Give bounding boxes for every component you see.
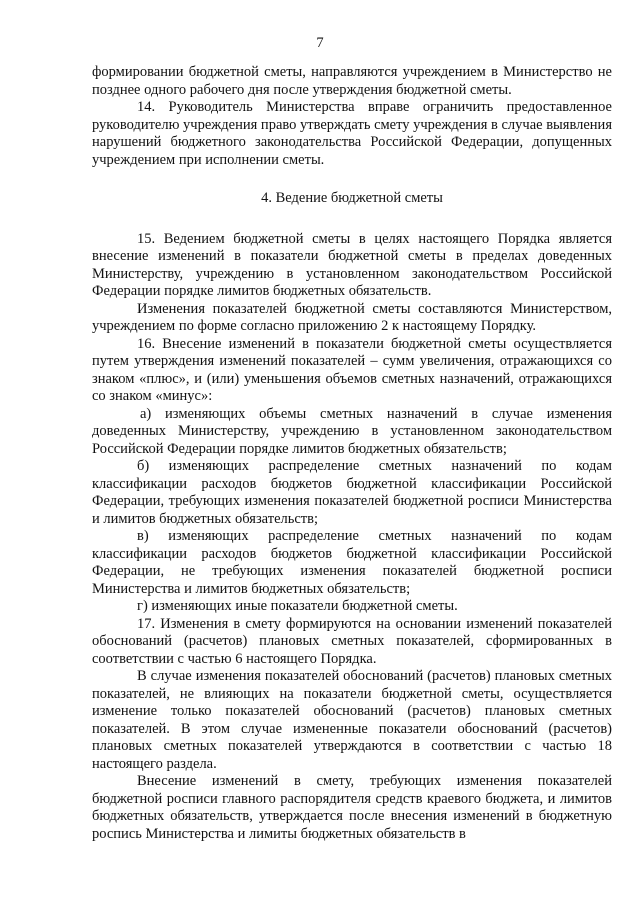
paragraph-14: 14. Руководитель Министерства вправе ограничить предоставленное руководителю учреждения право утверждать смету учреждения в случае выявления нарушений бюджетного законодательства Российской Федерации, допущенных учреждением при исполнении сметы. — [92, 99, 612, 168]
section-heading: 4. Ведение бюджетной сметы — [261, 190, 443, 206]
page-number: 7 — [316, 35, 324, 51]
paragraph-17-second: В случае изменения показателей обоснований (расчетов) плановых сметных показателей, не влияющих на показатели бюджетной сметы, осуществляется изменение только показателей обоснований (расчетов) плановых сметных показателей. В этом случае измененные показатели обоснований (расчетов) плановых сметных показателей утверждаются в соответствии с частью 18 настоящего раздела. — [92, 668, 612, 772]
paragraph-16-item-b: б) изменяющих распределение сметных назначений по кодам классификации расходов бюджетов бюджетной классификации Российской Федерации, требующих изменения показателей бюджетной росписи Министерства и лимитов бюджетных обязательств; — [92, 458, 612, 527]
paragraph-continuation: формировании бюджетной сметы, направляются учреждением в Министерство не позднее одного рабочего дня после утверждения бюджетной сметы. — [92, 64, 612, 98]
paragraph-16-item-a: а) изменяющих объемы сметных назначений в случае изменения доведенных Министерству, учреждению в установленном законодательством Российской Федерации порядке лимитов бюджетных обязательств; — [92, 405, 612, 457]
paragraph-16: 16. Внесение изменений в показатели бюджетной сметы осуществляется путем утверждения изменений показателей – сумм увеличения, отражающихся со знаком «плюс», и (или) уменьшения объемов сметных назначений, отражающихся со знаком «минус»: — [92, 335, 612, 404]
paragraph-17-third: Внесение изменений в смету, требующих изменения показателей бюджетной росписи главного распорядителя средств краевого бюджета, и лимитов бюджетных обязательств, утверждается после внесения изменений в бюджетную роспись Министерства и лимиты бюджетных обязательств в — [92, 773, 612, 842]
document-body — [92, 64, 612, 843]
paragraph-15: 15. Ведением бюджетной сметы в целях настоящего Порядка является внесение изменений в показатели бюджетной сметы в пределах доведенных Министерству, учреждению в установленном законодательством Российской Федерации порядке лимитов бюджетных обязательств. — [92, 230, 612, 299]
paragraph-16-item-g: г) изменяющих иные показатели бюджетной сметы. — [137, 598, 458, 614]
paragraph-16-item-v: в) изменяющих распределение сметных назначений по кодам классификации расходов бюджетов бюджетной классификации Российской Федерации, не требующих изменения показателей бюджетной росписи Министерства и лимитов бюджетных обязательств; — [92, 528, 612, 597]
paragraph-17: 17. Изменения в смету формируются на основании изменений показателей обоснований (расчетов) плановых сметных показателей, сформированных в соответствии с частью 6 настоящего Порядка. — [92, 615, 612, 667]
paragraph-15-second: Изменения показателей бюджетной сметы составляются Министерством, учреждением по форме согласно приложению 2 к настоящему Порядку. — [92, 300, 612, 334]
